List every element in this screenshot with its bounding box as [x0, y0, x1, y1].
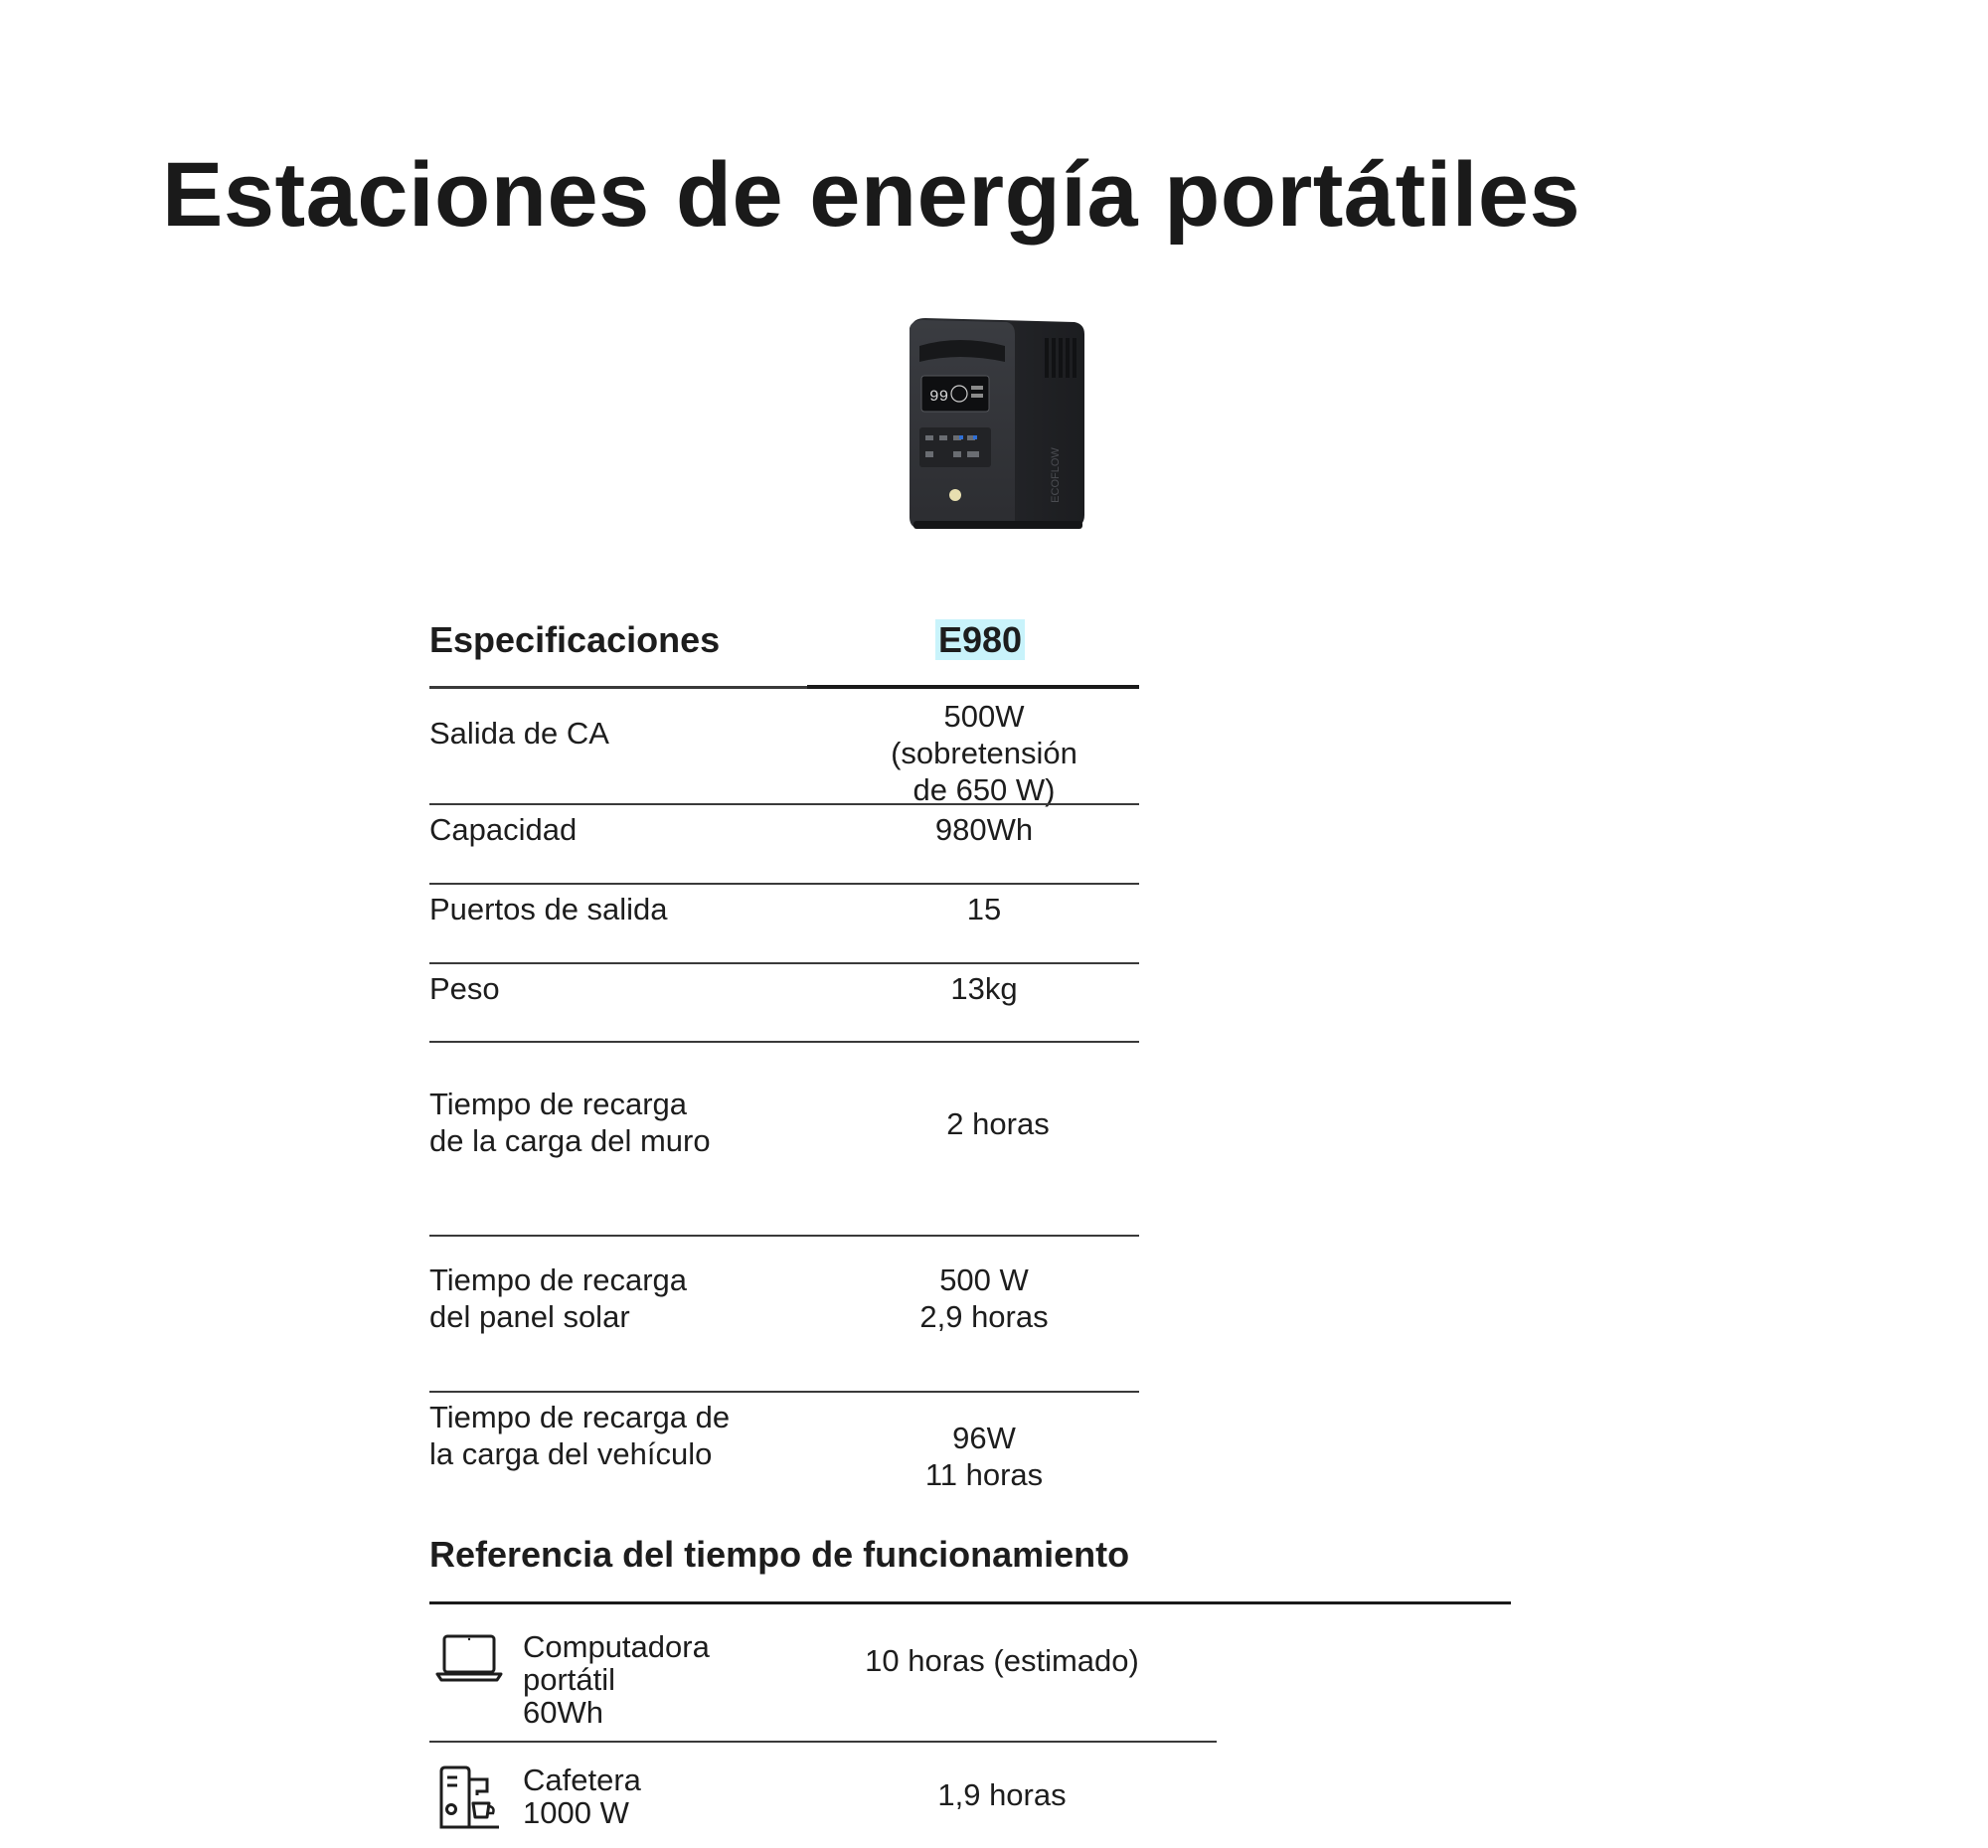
- spec-label: Tiempo de recarga de la carga del muro: [429, 1087, 711, 1158]
- model-name-text: E980: [935, 619, 1025, 660]
- laptop-icon: [435, 1632, 503, 1684]
- spec-label: Tiempo de recarga del panel solar: [429, 1262, 688, 1334]
- row-divider: [429, 1041, 1139, 1043]
- row-divider: [429, 1391, 1139, 1393]
- spec-label: Peso: [429, 971, 500, 1006]
- runtime-row-divider: [429, 1741, 1217, 1743]
- coffee-maker-icon: [437, 1765, 501, 1831]
- power-station-image: [900, 316, 1088, 535]
- page-title: Estaciones de energía portátiles: [162, 144, 1581, 246]
- model-name: [927, 619, 1033, 660]
- runtime-title: Referencia del tiempo de funcionamiento: [429, 1534, 1130, 1575]
- header-divider: [429, 686, 807, 689]
- spec-label: Capacidad: [429, 812, 578, 847]
- runtime-device-label: Computadora portátil 60Wh: [523, 1629, 710, 1730]
- runtime-device-label: Cafetera 1000 W: [523, 1763, 641, 1830]
- spec-value: 980Wh: [934, 812, 1034, 847]
- spec-label: Tiempo de recarga de la carga del vehículo: [429, 1400, 731, 1471]
- row-divider: [429, 1235, 1139, 1237]
- spec-value: 15: [966, 892, 1002, 926]
- svg-text:99: 99: [929, 388, 949, 406]
- row-divider: [429, 803, 1139, 805]
- brand-text: ECOFLOW: [1050, 447, 1062, 503]
- specs-header-label: Especificaciones: [429, 619, 721, 660]
- spec-value: 2 horas: [946, 1106, 1050, 1141]
- runtime-divider: [429, 1601, 1511, 1604]
- spec-label: Puertos de salida: [429, 892, 668, 926]
- spec-label: Salida de CA: [429, 716, 609, 751]
- spec-value: 500 W 2,9 horas: [919, 1262, 1049, 1334]
- row-divider: [429, 962, 1139, 964]
- spec-value: 13kg: [950, 971, 1018, 1006]
- spec-value: 500W (sobretensión de 650 W): [891, 699, 1077, 807]
- row-divider: [429, 883, 1139, 885]
- spec-value: 96W 11 horas: [924, 1421, 1044, 1492]
- runtime-value: 1,9 horas: [937, 1777, 1067, 1812]
- header-divider: [807, 685, 1139, 689]
- runtime-value: 10 horas (estimado): [865, 1643, 1139, 1678]
